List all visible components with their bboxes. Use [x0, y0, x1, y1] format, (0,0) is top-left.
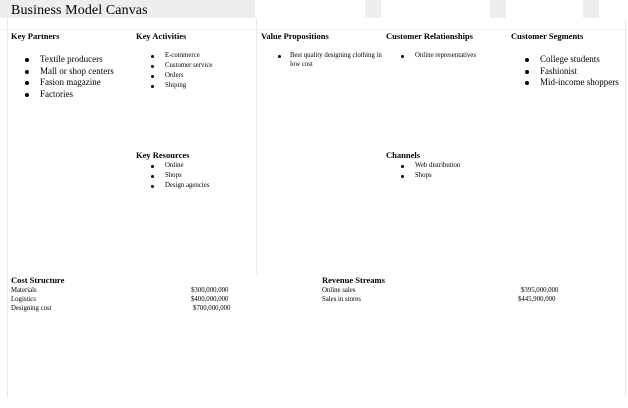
list-item: Customer service: [165, 62, 213, 69]
key-resources-header: Key Resources: [136, 150, 190, 160]
column-band: [365, 0, 381, 18]
cost-label: Logistics: [11, 296, 36, 303]
column-divider: [625, 18, 626, 398]
key-activities-list: [165, 51, 212, 91]
column-divider: [7, 18, 8, 398]
table-row: [11, 287, 229, 294]
value-propositions-list: [290, 52, 385, 69]
customer-relationships-header: Customer Relationships: [386, 31, 473, 41]
table-row: [322, 287, 559, 294]
table-row: [11, 305, 231, 312]
cost-label: Designing cost: [11, 305, 52, 312]
channels-list: [415, 161, 460, 181]
key-resources-list: [165, 161, 209, 191]
list-item: College students: [540, 54, 619, 66]
list-item: Mall or shop centers: [40, 65, 114, 76]
list-item: E-commerce: [165, 51, 212, 61]
column-band: [490, 0, 506, 18]
list-item: Shops: [165, 171, 209, 181]
customer-relationships-list: [415, 51, 476, 61]
list-item: Web distribution: [415, 162, 461, 169]
revenue-label: Online sales: [322, 287, 356, 294]
customer-segments-header: Customer Segments: [511, 31, 584, 41]
list-item: Best quality designing clothing in low cost: [290, 52, 385, 69]
channels-header: Channels: [386, 150, 421, 160]
list-item: Design agencies: [165, 182, 210, 189]
value-propositions-header: Value Propositions: [261, 31, 329, 41]
header-divider: [0, 29, 628, 30]
cost-label: Materials: [11, 287, 37, 294]
customer-segments-list: [540, 54, 619, 89]
list-item: Fashionist: [540, 66, 619, 78]
cost-structure-header: Cost Structure: [11, 275, 65, 285]
list-item: Online representatives: [415, 52, 476, 59]
table-row: [322, 296, 556, 303]
column-band: [583, 0, 599, 18]
column-divider: [256, 18, 257, 274]
revenue-value: $445,900,000: [518, 296, 556, 303]
list-item: Textile producers: [40, 54, 114, 66]
revenue-label: Sales in stores: [322, 296, 361, 303]
table-row: [11, 296, 229, 303]
revenue-value: $395,000,000: [521, 287, 559, 294]
key-activities-header: Key Activities: [136, 31, 187, 41]
key-partners-header: Key Partners: [11, 31, 60, 41]
cost-value: $400,000,000: [191, 296, 229, 303]
list-item: Orders: [165, 71, 212, 81]
cost-value: $300,000,000: [191, 287, 229, 294]
list-item: Online: [165, 161, 209, 171]
revenue-streams-header: Revenue Streams: [322, 275, 385, 285]
list-item: Factories: [40, 89, 114, 101]
list-item: Mid-income shoppers: [540, 77, 619, 88]
cost-value: $700,000,000: [193, 305, 231, 312]
page-title: Business Model Canvas: [11, 3, 148, 18]
key-partners-list: [40, 54, 114, 100]
list-item: Fasion magazine: [40, 77, 114, 89]
list-item: Shops: [415, 171, 460, 181]
list-item: Shiping: [165, 81, 212, 91]
